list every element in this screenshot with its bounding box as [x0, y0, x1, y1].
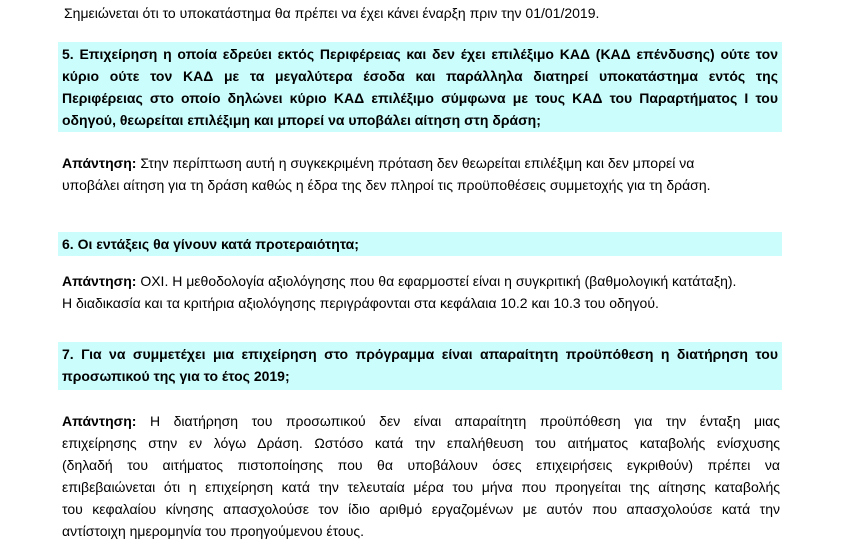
answer-7-line-2: επιχείρησης στην εν λόγω Δράση. Ωστόσο κατά την επαλήθευση του αιτήματος καταβολής ενίσχυσης	[62, 435, 780, 451]
answer-5-line-1	[62, 152, 780, 174]
question-5-line-1: 5. Επιχείρηση η οποία εδρεύει εκτός Περιφέρειας και δεν έχει επιλέξιμο ΚΑΔ (ΚΑΔ επένδυσης) ούτε τον	[62, 46, 778, 62]
question-5-line-2: κύριο ούτε τον ΚΑΔ με τα μεγαλύτερα έσοδα και παράλληλα διατηρεί υποκατάστημα εντός της	[62, 68, 778, 84]
answer-5-text-1: Στην περίπτωση αυτή η συγκεκριμένη πρόταση δεν θεωρείται επιλέξιμη και δεν μπορεί να	[140, 155, 695, 171]
question-6-box	[58, 232, 782, 256]
answer-7-line-3: (δηλαδή του αιτήματος πιστοποίησης που θα υποβάλουν όσες επιχειρήσεις εγκριθούν) πρέπει να	[62, 457, 780, 473]
answer-7-line-1	[62, 410, 780, 432]
answer-6-line-2: Η διαδικασία και τα κριτήρια αξιολόγησης περιγράφονται στα κεφάλαια 10.2 και 10.3 του οδηγού.	[62, 295, 659, 311]
question-7-box	[58, 342, 782, 390]
answer-6-line-1	[62, 270, 780, 292]
answer-7-line-6: αντίστοιχη ημερομηνία του προηγούμενου έτους.	[62, 523, 365, 539]
answer-5-line-2: υποβάλει αίτηση για τη δράση καθώς η έδρα της δεν πληροί τις προϋποθέσεις συμμετοχής για τη δράση.	[62, 177, 711, 193]
answer-7-line-4: επιβεβαιώνεται ότι η επιχείρηση κατά την τελευταία μέρα του μήνα που προηγείται της αίτησης καταβολής	[62, 479, 780, 495]
answer-label: Απάντηση:	[62, 273, 137, 289]
answer-7-text-1: Η διατήρηση του προσωπικού δεν είναι απαραίτητη προϋπόθεση για την ένταξη μιας	[149, 413, 781, 429]
answer-6-text-1: ΟΧΙ. Η μεθοδολογία αξιολόγησης που θα εφαρμοστεί είναι η συγκριτική (βαθμολογική κατάταξη).	[140, 273, 737, 289]
question-6-line-1: 6. Οι εντάξεις θα γίνουν κατά προτεραιότητα;	[62, 236, 359, 252]
intro-note: Σημειώνεται ότι το υποκατάστημα θα πρέπει να έχει κάνει έναρξη πριν την 01/01/2019.	[64, 5, 600, 21]
question-7-line-1: 7. Για να συμμετέχει μια επιχείρηση στο πρόγραμμα είναι απαραίτητη προϋπόθεση η διατήρηση του	[62, 346, 778, 362]
answer-label: Απάντηση:	[62, 413, 137, 429]
question-5-box	[58, 42, 782, 132]
question-5-line-4: οδηγού, θεωρείται επιλέξιμη και μπορεί να υποβάλει αίτηση στη δράση;	[62, 112, 541, 128]
question-7-line-2: προσωπικού της για το έτος 2019;	[62, 368, 290, 384]
answer-7-line-5: του κεφαλαίου κίνησης απασχολούσε τον ίδιο αριθμό εργαζομένων με αυτόν που απασχολούσε κατά την	[62, 501, 780, 517]
question-5-line-3: Περιφέρειας στο οποίο δηλώνει κύριο ΚΑΔ επιλέξιμο σύμφωνα με τους ΚΑΔ του Παραρτήματος Ι του	[62, 90, 778, 106]
answer-label: Απάντηση:	[62, 155, 137, 171]
